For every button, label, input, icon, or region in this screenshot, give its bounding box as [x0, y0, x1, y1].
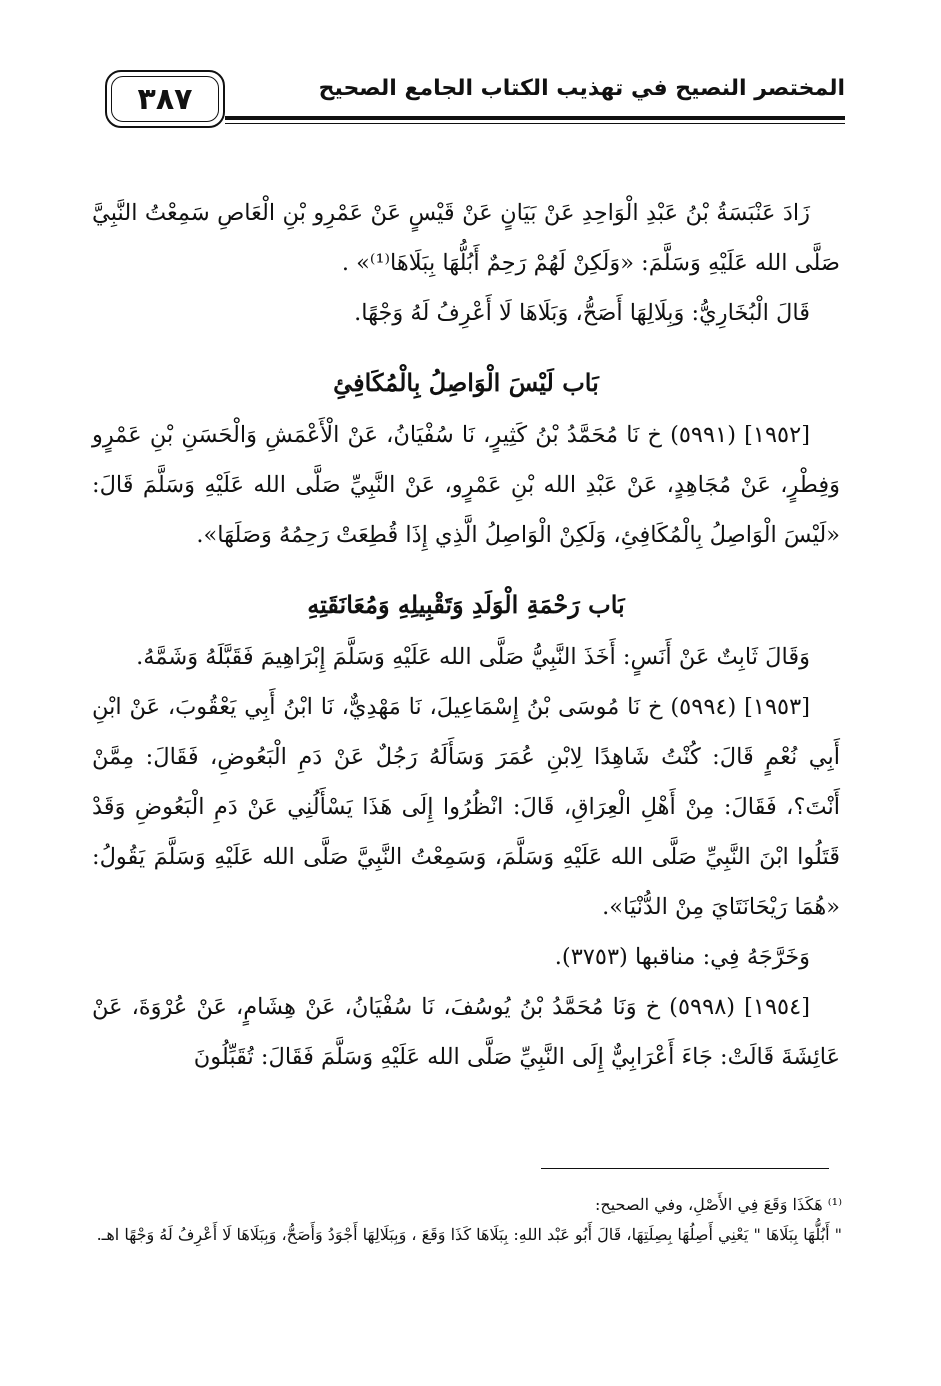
paragraph-1: زَادَ عَنْبَسَةُ بْنُ عَبْدِ الْوَاحِدِ عَنْ بَيَانٍ عَنْ قَيْسٍ عَنْ عَمْرِو بْنِ الْعَاصِ سَمِعْتُ النَّبِيَّ صَلَّى الله عَلَيْهِ وَسَلَّمَ: «وَلَكِنْ لَهُمْ رَحِمٌ أَبُلُّهَا بِبَلَاهَا⁽¹⁾» . — [92, 200, 840, 276]
running-title: المختصر النصيح في تهذيب الكتاب الجامع الصحيح — [318, 76, 845, 101]
chapter-heading-2: بَاب رَحْمَةِ الْوَلَدِ وَتَقْبِيلِهِ وَمُعَانَقَتِهِ — [307, 590, 625, 619]
footnote-1-line-1: ⁽¹⁾ هَكَذَا وَقَعَ فِي الأَصْلِ، وفي الصحيح: — [594, 1195, 842, 1214]
hadith-1953: [١٩٥٣] (٥٩٩٤) خ نَا مُوسَى بْنُ إِسْمَاعِيلَ، نَا مَهْدِيٌّ، نَا ابْنُ أَبِي يَعْقُوبَ، عَنْ ابْنِ أَبِي نُعْمٍ قَالَ: كُنْتُ شَاهِدًا لِابْنِ عُمَرَ وَسَأَلَهُ رَجُلٌ عَنْ دَمِ الْبَعُوضِ، فَقَالَ: مِمَّنْ أَنْتَ؟، فَقَالَ: مِنْ أَهْلِ الْعِرَاقِ، قَالَ: انْظُرُوا إِلَى هَذَا يَسْأَلُنِي عَنْ دَمِ الْبَعُوضِ وَقَدْ قَتَلُوا ابْنَ النَّبِيِّ صَلَّى الله عَلَيْهِ وَسَلَّمَ، وَسَمِعْتُ النَّبِيَّ صَلَّى الله عَلَيْهِ وَسَلَّمَ يَقُولُ: «هُمَا رَيْحَانَتَايَ مِنْ الدُّنْيَا». — [92, 694, 840, 920]
footnote-divider — [541, 1168, 829, 1169]
paragraph-2: قَالَ الْبُخَارِيُّ: وَبِلَالِهَا أَصَحُّ، وَبَلَاهَا لَا أَعْرِفُ لَهُ وَجْهًا. — [354, 300, 810, 326]
hadith-1952: [١٩٥٢] (٥٩٩١) خ نَا مُحَمَّدُ بْنُ كَثِيرٍ، نَا سُفْيَانُ، عَنْ الْأَعْمَشِ وَالْحَسَنِ بْنِ عَمْرٍو وَفِطْرٍ، عَنْ مُجَاهِدٍ، عَنْ عَبْدِ الله بْنِ عَمْرٍو، عَنْ النَّبِيِّ صَلَّى الله عَلَيْهِ وَسَلَّمَ قَالَ: «لَيْسَ الْوَاصِلُ بِالْمُكَافِئِ، وَلَكِنْ الْوَاصِلُ الَّذِي إِذَا قُطِعَتْ رَحِمُهُ وَصَلَهَا». — [92, 422, 840, 548]
chapter-heading-1: بَاب لَيْسَ الْوَاصِلُ بِالْمُكَافِئِ — [333, 368, 599, 397]
page-header — [105, 70, 845, 132]
main-text — [92, 188, 840, 1082]
page-number: ٣٨٧ — [105, 70, 225, 128]
paragraph-6: وَخَرَّجَهُ فِي: مناقبها (٣٧٥٣). — [554, 944, 810, 970]
paragraph-4: وَقَالَ ثَابِتٌ عَنْ أَنَسٍ: أَخَذَ النَّبِيُّ صَلَّى الله عَلَيْهِ وَسَلَّمَ إِبْرَاهِيمَ فَقَبَّلَهُ وَشَمَّهُ. — [136, 644, 810, 670]
header-rule — [225, 116, 845, 124]
footnotes — [92, 1190, 842, 1250]
hadith-1954: [١٩٥٤] (٥٩٩٨) خ وَنَا مُحَمَّدُ بْنُ يُوسُفَ، نَا سُفْيَانُ، عَنْ هِشَامٍ، عَنْ عُرْوَةَ، عَنْ عَائِشَةَ قَالَتْ: جَاءَ أَعْرَابِيٌّ إِلَى النَّبِيِّ صَلَّى الله عَلَيْهِ وَسَلَّمَ فَقَالَ: تُقَبِّلُونَ — [92, 994, 840, 1070]
footnote-1-line-2: " أَبُلُّهَا بِبَلَاهَا " يَعْنِي أَصِلُهَا بِصِلَتِهَا، قَالَ أَبُو عَبْد اللهِ: بِبَلَاهَا كَذَا وَقَعَ ، وَبِبَلَالِهَا أَجْوَدُ وَأَصَحُّ، وَبِبَلَاهَا لَا أَعْرِفُ لَهُ وَجْهًا اهـ. — [96, 1225, 842, 1244]
